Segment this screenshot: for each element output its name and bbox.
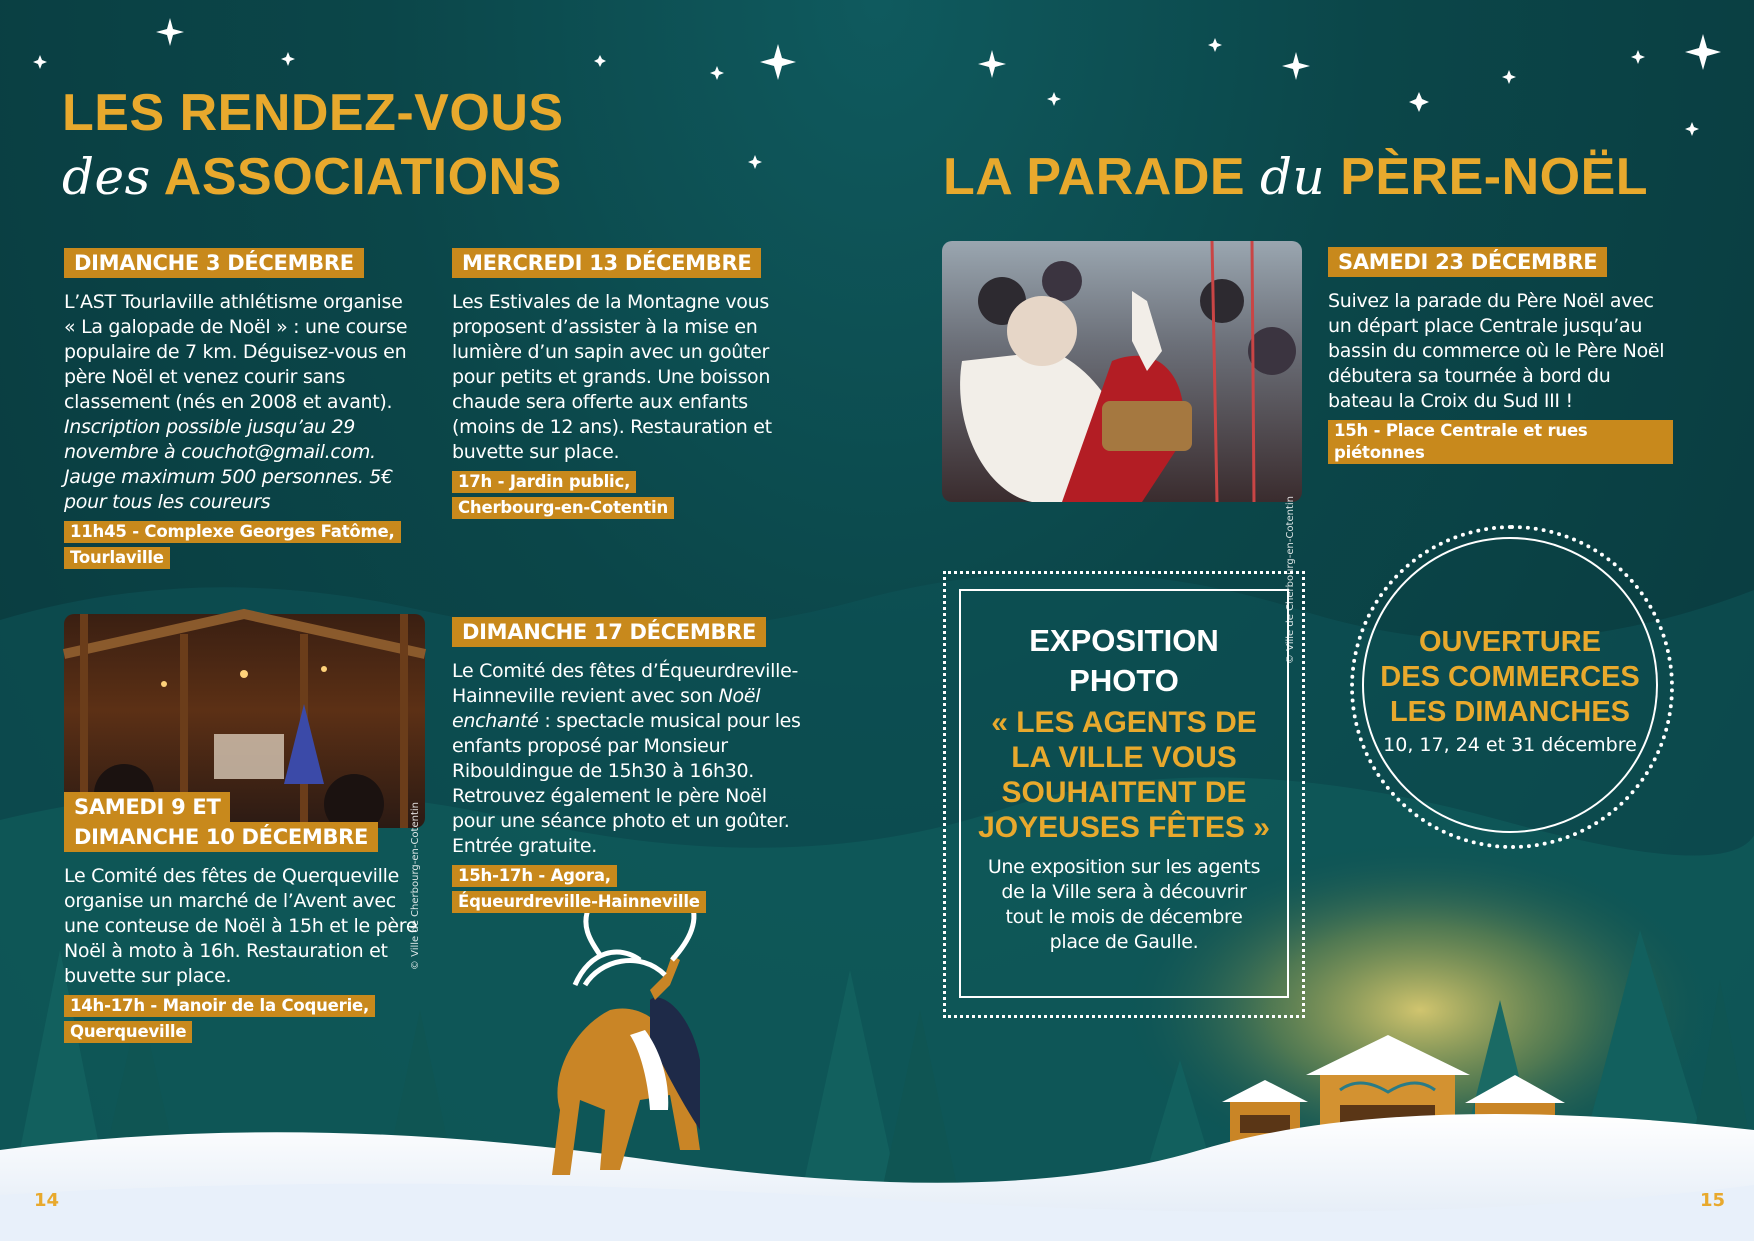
expo-title-line1: EXPOSITION	[1029, 623, 1219, 658]
event-date-tag: SAMEDI 23 DÉCEMBRE	[1328, 247, 1607, 277]
event-place: 15h - Place Centrale et rues piétonnes	[1328, 420, 1673, 464]
sunday-opening-badge	[1362, 537, 1658, 833]
event-dec-13	[452, 248, 802, 523]
event-description: L’AST Tourlaville athlétisme organise « La galopade de Noël » : une course populaire de 7 km. Déguisez-vous en père Noël et venez courir sans classement (nés en 2008 et avant).	[64, 291, 408, 413]
left-title	[62, 82, 564, 208]
shops-line2: DES COMMERCES	[1380, 661, 1640, 693]
event-date-tag: DIMANCHE 3 DÉCEMBRE	[64, 248, 364, 278]
shops-line1: OUVERTURE	[1418, 626, 1602, 658]
shops-dates: 10, 17, 24 et 31 décembre	[1383, 734, 1637, 756]
event-date-tag: DIMANCHE 17 DÉCEMBRE	[452, 617, 766, 647]
event-dec-3	[64, 248, 414, 573]
right-title-part1: LA PARADE	[943, 148, 1246, 206]
event-place: 15h-17h - Agora,	[452, 865, 617, 887]
event-place-town: Tourlaville	[64, 547, 170, 569]
expo-description: Une exposition sur les agents de la Ville sera à découvrir tout le mois de décembre place de Gaulle.	[987, 856, 1261, 953]
right-title-part2: PÈRE-NOËL	[1340, 148, 1649, 206]
event-place: 11h45 - Complexe Georges Fatôme,	[64, 521, 401, 543]
photo-credit: © Ville de Cherbourg-en-Cotentin	[1285, 496, 1296, 665]
page-number-right: 15	[1700, 1190, 1726, 1211]
photo-exhibition-frame	[943, 571, 1305, 1018]
event-place-town: Équeurdreville-Hainneville	[452, 891, 706, 913]
event-place-town: Querqueville	[64, 1021, 192, 1043]
left-title-line1: LES RENDEZ-VOUS	[62, 84, 564, 142]
event-show-title: Noël enchanté	[452, 685, 761, 732]
expo-title-line2: PHOTO	[1069, 663, 1179, 698]
event-place-town: Cherbourg-en-Cotentin	[452, 497, 674, 519]
event-date-tag: SAMEDI 9 ET	[64, 792, 230, 822]
event-description: Les Estivales de la Montagne vous proposent d’assister à la mise en lumière d’un sapin avec un goûter pour petits et grands. Une boisson chaude sera offerte aux enfants (moins de 12 ans). Restauration et buvette sur place.	[452, 291, 772, 463]
event-place: 14h-17h - Manoir de la Coquerie,	[64, 995, 375, 1017]
right-title-script: du	[1260, 148, 1326, 206]
event-place: 17h - Jardin public,	[452, 471, 636, 493]
event-description-start: Le Comité des fêtes d’Équeurdreville-Hainneville revient avec son	[452, 660, 799, 707]
left-title-line2: ASSOCIATIONS	[163, 148, 562, 206]
right-title	[943, 146, 1648, 208]
shops-line3: LES DIMANCHES	[1389, 696, 1631, 728]
event-date-tag-2: DIMANCHE 10 DÉCEMBRE	[64, 822, 378, 852]
event-description: Suivez la parade du Père Noël avec un départ place Centrale jusqu’au bassin du commerce où le Père Noël débutera sa tournée à bord du bateau la Croix du Sud III !	[1328, 290, 1665, 412]
page-number-left: 14	[34, 1190, 60, 1211]
event-parade	[1328, 247, 1673, 468]
photo-exhibition-box	[959, 589, 1289, 998]
left-title-script: des	[62, 148, 151, 206]
event-description-end: : spectacle musical pour les enfants proposé par Monsieur Ribouldingue de 15h30 à 16h30. Retrouvez également le père Noël pour une séance photo et un goûter. Entrée gratuite.	[452, 710, 801, 857]
photo-credit: © Ville de Cherbourg-en-Cotentin	[410, 802, 421, 971]
event-description: Le Comité des fêtes de Querqueville organise un marché de l’Avent avec une conteuse de Noël à 15h et le père Noël à moto à 16h. Restauration et buvette sur place.	[64, 865, 418, 987]
expo-quote: « LES AGENTS DE LA VILLE VOUS SOUHAITENT DE JOYEUSES FÊTES »	[978, 706, 1270, 844]
event-dec-17	[452, 617, 812, 917]
event-dec-9-10	[64, 792, 434, 1047]
event-registration-info: Inscription possible jusqu’au 29 novembre à couchot@gmail.com. Jauge maximum 500 personnes. 5€ pour tous les coureurs	[64, 416, 393, 513]
event-description	[452, 659, 812, 859]
event-date-tag: MERCREDI 13 DÉCEMBRE	[452, 248, 761, 278]
